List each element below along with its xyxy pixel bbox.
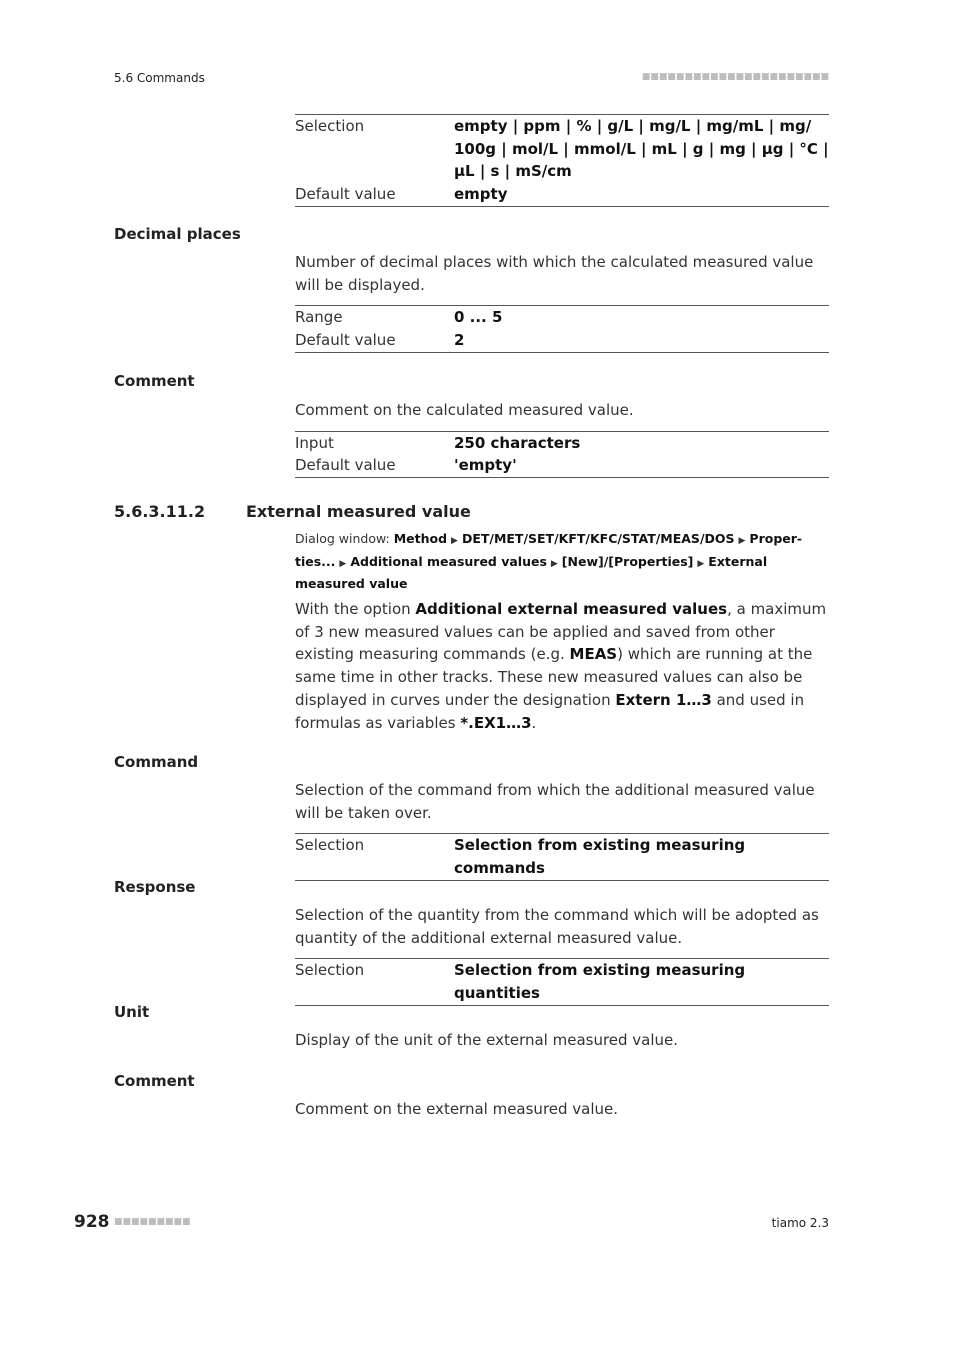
response-heading: Response: [114, 878, 196, 896]
running-header-section: 5.6 Commands: [114, 71, 205, 85]
arrow-right-icon: ▶: [738, 536, 746, 546]
param-value: Selection from existing measuring quantities: [454, 961, 746, 1003]
path-item: External measured value: [295, 553, 768, 591]
emphasis: *.EX1…3: [460, 713, 532, 732]
path-item: Proper- ties...: [295, 531, 803, 569]
page-number: 928: [74, 1212, 110, 1232]
table-row: [295, 959, 829, 1005]
dialog-prefix: Dialog window:: [295, 531, 394, 546]
text: .: [531, 713, 537, 732]
header-decoration: ■■■■■■■■■■■■■■■■■■■■■■: [641, 72, 829, 82]
param-value: Selection from existing measuring commands: [454, 836, 746, 878]
comment-heading: Comment: [114, 1072, 195, 1090]
text: With the option: [295, 600, 416, 618]
param-key: Selection: [295, 961, 365, 980]
param-value: 2: [454, 331, 465, 350]
unit-block: [295, 1029, 829, 1052]
table-row: [295, 306, 829, 329]
section-number: 5.6.3.11.2: [114, 502, 206, 521]
unit-parameter-table: [295, 114, 829, 207]
param-key: Selection: [295, 117, 365, 135]
decimal-places-table: [295, 305, 829, 352]
intro-paragraph: [295, 598, 829, 734]
param-key: Selection: [295, 836, 365, 855]
emphasis: Additional external measured values: [415, 600, 728, 618]
table-row: [295, 115, 829, 184]
unit-description: Display of the unit of the external measured value.: [295, 1031, 679, 1049]
arrow-right-icon: ▶: [550, 558, 558, 569]
path-item: Method: [393, 531, 448, 546]
comment-block: [295, 399, 829, 478]
table-row: [295, 183, 829, 206]
param-value: 250 characters: [454, 433, 581, 452]
table-row: [295, 329, 829, 352]
dialog-window-path: [295, 529, 829, 594]
text: , a maximum of 3 new measured values can be applied and saved from other existing measuring commands (e.g.: [295, 600, 827, 664]
param-value: 'empty': [454, 456, 517, 475]
decimal-places-description: Number of decimal places with which the calculated measured value will be displayed.: [295, 253, 814, 294]
param-key: Range: [295, 308, 343, 327]
response-block: [295, 904, 829, 1006]
comment-table: [295, 431, 829, 478]
text: ) which are running at the same time in other tracks. These new measured values can also be displayed in curves under the designation: [295, 645, 813, 709]
param-key: Default value: [295, 185, 396, 204]
table-row: [295, 431, 829, 454]
unit-selection-block: [295, 114, 829, 207]
comment-description: Comment on the calculated measured value.: [295, 401, 634, 419]
command-description: Selection of the command from which the additional measured value will be taken over.: [295, 781, 815, 822]
table-row: [295, 834, 829, 880]
table-row: [295, 454, 829, 477]
footer-decoration: ■■■■■■■■■: [114, 1217, 191, 1227]
unit-heading: Unit: [114, 1003, 150, 1021]
emphasis: MEAS: [569, 645, 618, 664]
comment-heading: Comment: [114, 372, 195, 390]
path-item: Additional measured values: [350, 553, 547, 569]
arrow-right-icon: ▶: [339, 558, 347, 569]
command-block: [295, 779, 829, 881]
comment-description: Comment on the external measured value.: [295, 1100, 619, 1118]
command-heading: Command: [114, 753, 199, 771]
param-value: 0 ... 5: [454, 308, 503, 327]
decimal-places-heading: Decimal places: [114, 225, 241, 243]
param-value: empty: [454, 185, 508, 204]
dialog-path-block: [295, 529, 829, 594]
param-key: Input: [295, 433, 334, 452]
param-value: empty | ppm | % | g/L | mg/L | mg/mL | mg/ 100g | mol/L | mmol/L | mL | g | mg | µg | °C | µL | s | mS/cm: [454, 117, 829, 181]
arrow-right-icon: ▶: [697, 558, 705, 569]
intro-block: [295, 598, 829, 734]
arrow-right-icon: ▶: [451, 536, 458, 546]
response-table: [295, 958, 829, 1005]
path-item: [New]/[Properties]: [561, 553, 694, 569]
text: and used in formulas as variables: [295, 690, 805, 732]
decimal-places-block: [295, 251, 829, 353]
response-description: Selection of the quantity from the command which will be adopted as quantity of the additional external measured value.: [295, 906, 819, 947]
command-table: [295, 833, 829, 880]
comment-block: [295, 1098, 829, 1121]
param-key: Default value: [295, 331, 396, 350]
product-name: tiamo 2.3: [771, 1216, 829, 1230]
section-title: External measured value: [246, 502, 471, 521]
path-item: DET/MET/SET/KFT/KFC/STAT/MEAS/DOS: [461, 531, 735, 546]
param-key: Default value: [295, 456, 396, 475]
emphasis: Extern 1…3: [615, 690, 712, 709]
